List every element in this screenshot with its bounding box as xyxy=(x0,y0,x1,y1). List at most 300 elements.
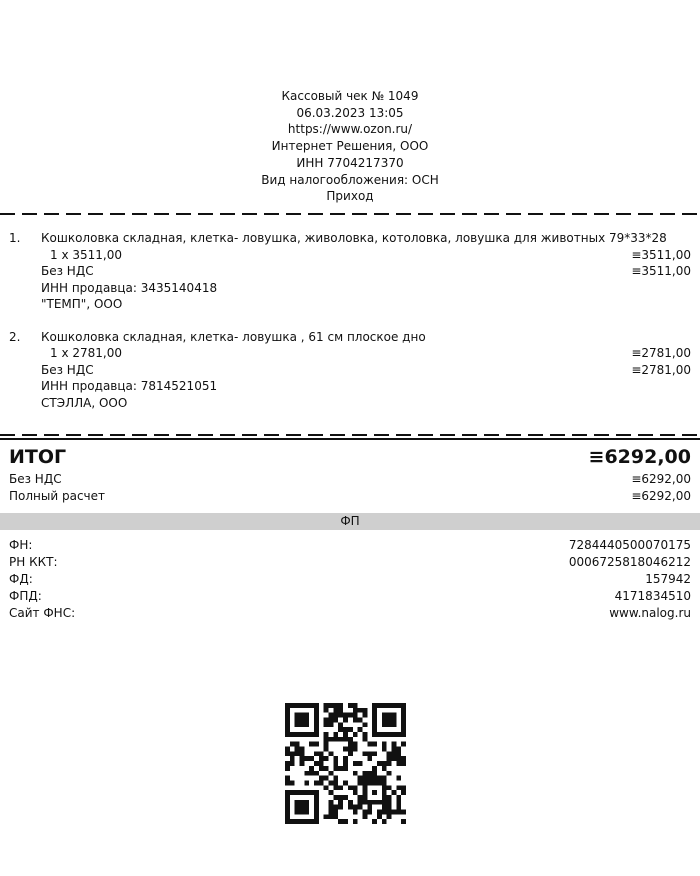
qr-module xyxy=(348,737,353,742)
qr-module xyxy=(362,708,367,713)
qr-module xyxy=(377,776,382,781)
qr-module xyxy=(382,703,387,708)
qr-module xyxy=(329,722,334,727)
qr-module xyxy=(367,751,372,756)
qr-module xyxy=(391,742,396,747)
qr-module xyxy=(377,800,382,805)
qr-module xyxy=(372,780,377,785)
qr-module xyxy=(333,795,338,800)
qr-module xyxy=(300,819,305,824)
qr-module xyxy=(358,800,363,805)
qr-module xyxy=(343,819,348,824)
qr-module xyxy=(353,790,358,795)
fiscal-value: 4171834510 xyxy=(614,589,691,603)
qr-module xyxy=(285,708,290,713)
qr-module xyxy=(391,732,396,737)
qr-module xyxy=(295,747,300,752)
qr-module xyxy=(295,732,300,737)
qr-module xyxy=(285,795,290,800)
qr-module xyxy=(387,814,392,819)
qr-module xyxy=(319,751,324,756)
qr-module xyxy=(343,718,348,723)
qr-module xyxy=(382,761,387,766)
qr-module xyxy=(391,756,396,761)
qr-module xyxy=(382,805,387,810)
qr-module xyxy=(309,732,314,737)
qr-module xyxy=(309,742,314,747)
company-name: Интернет Решения, ООО xyxy=(271,139,429,154)
qr-module xyxy=(309,756,314,761)
qr-module xyxy=(295,800,300,805)
qr-module xyxy=(387,805,392,810)
qr-module xyxy=(324,742,329,747)
qr-module xyxy=(333,713,338,718)
item-name: Кошколовка складная, клетка- ловушка, живоловка, котоловка, ловушка для животных 79*33*28 xyxy=(41,231,667,245)
qr-module xyxy=(333,703,338,708)
total-vat-label: Без НДС xyxy=(9,472,62,486)
qr-module xyxy=(300,747,305,752)
qr-module xyxy=(300,713,305,718)
qr-module xyxy=(304,819,309,824)
qr-module xyxy=(304,805,309,810)
qr-module xyxy=(362,732,367,737)
qr-module xyxy=(372,800,377,805)
payment-value: ≡6292,00 xyxy=(631,489,691,503)
qr-module xyxy=(367,780,372,785)
qr-module xyxy=(295,790,300,795)
qr-module xyxy=(285,732,290,737)
qr-module xyxy=(362,780,367,785)
qr-module xyxy=(377,809,382,814)
item-seller-inn: ИНН продавца: 7814521051 xyxy=(41,379,218,393)
qr-module xyxy=(314,742,319,747)
qr-module xyxy=(329,718,334,723)
qr-module xyxy=(396,795,401,800)
qr-module xyxy=(290,756,295,761)
qr-module xyxy=(295,713,300,718)
qr-module xyxy=(314,703,319,708)
qr-module xyxy=(367,771,372,776)
qr-module xyxy=(285,761,290,766)
fiscal-value: 157942 xyxy=(645,572,691,586)
qr-module xyxy=(362,785,367,790)
qr-module xyxy=(382,742,387,747)
qr-module xyxy=(338,703,343,708)
qr-module xyxy=(382,785,387,790)
qr-module xyxy=(285,809,290,814)
qr-module xyxy=(362,809,367,814)
qr-module xyxy=(300,722,305,727)
qr-module xyxy=(391,809,396,814)
seller-url[interactable]: https://www.ozon.ru/ xyxy=(287,122,413,137)
qr-module xyxy=(329,805,334,810)
qr-module xyxy=(285,780,290,785)
qr-module xyxy=(314,795,319,800)
qr-module xyxy=(343,795,348,800)
qr-module xyxy=(382,713,387,718)
qr-module xyxy=(295,722,300,727)
total-label: ИТОГ xyxy=(9,446,67,468)
qr-module xyxy=(285,819,290,824)
qr-module xyxy=(338,819,343,824)
item-seller-inn: ИНН продавца: 3435140418 xyxy=(41,280,218,295)
qr-module xyxy=(324,747,329,752)
qr-module xyxy=(387,756,392,761)
receipt-header xyxy=(0,88,700,205)
qr-module xyxy=(372,708,377,713)
qr-module xyxy=(290,819,295,824)
qr-module xyxy=(319,776,324,781)
qr-module xyxy=(382,819,387,824)
qr-module xyxy=(353,771,358,776)
fiscal-value: 0006725818046212 xyxy=(568,555,691,569)
qr-module xyxy=(401,703,406,708)
qr-module xyxy=(343,732,348,737)
qr-module xyxy=(358,718,363,723)
fiscal-value: 7284440500070175 xyxy=(568,538,691,552)
qr-module xyxy=(391,713,396,718)
item-seller-name: "ТЕМП", ООО xyxy=(41,297,123,311)
qr-module xyxy=(382,732,387,737)
item-seller-name: СТЭЛЛА, ООО xyxy=(41,395,128,410)
qr-module xyxy=(295,819,300,824)
qr-module xyxy=(333,780,338,785)
qr-module xyxy=(338,737,343,742)
qr-module xyxy=(377,780,382,785)
item-vat-label: Без НДС xyxy=(41,362,94,377)
qr-module xyxy=(285,790,290,795)
qr-module xyxy=(358,780,363,785)
qr-module xyxy=(304,732,309,737)
receipt-datetime: 06.03.2023 13:05 xyxy=(296,105,404,120)
qr-module xyxy=(372,703,377,708)
qr-module xyxy=(362,795,367,800)
qr-module xyxy=(396,800,401,805)
qr-module xyxy=(396,809,401,814)
qr-module xyxy=(333,761,338,766)
qr-module xyxy=(387,732,392,737)
qr-module xyxy=(372,742,377,747)
qr-module xyxy=(362,800,367,805)
qr-module xyxy=(362,737,367,742)
qr-module xyxy=(353,732,358,737)
receipt-title: Кассовый чек № 1049 xyxy=(281,89,419,103)
qr-module xyxy=(372,766,377,771)
qr-module xyxy=(319,780,324,785)
qr-module xyxy=(358,805,363,810)
qr-module xyxy=(367,756,372,761)
qr-module xyxy=(338,722,343,727)
qr-module xyxy=(324,708,329,713)
qr-module xyxy=(329,703,334,708)
qr-module xyxy=(333,732,338,737)
qr-module xyxy=(300,756,305,761)
qr-module xyxy=(290,732,295,737)
qr-module xyxy=(387,809,392,814)
qr-module xyxy=(295,751,300,756)
qr-module xyxy=(387,800,392,805)
qr-module xyxy=(343,713,348,718)
qr-module xyxy=(314,805,319,810)
qr-module xyxy=(324,785,329,790)
qr-module xyxy=(401,732,406,737)
qr-module xyxy=(314,732,319,737)
qr-module xyxy=(372,790,377,795)
qr-module xyxy=(290,742,295,747)
qr-module xyxy=(358,708,363,713)
qr-module xyxy=(329,814,334,819)
qr-module xyxy=(348,751,353,756)
item-qty-price: 1 x 3511,00 xyxy=(50,247,122,262)
total-value: ≡6292,00 xyxy=(588,446,691,468)
qr-module xyxy=(319,756,324,761)
qr-module xyxy=(300,732,305,737)
qr-module xyxy=(304,756,309,761)
qr-module xyxy=(285,800,290,805)
qr-module xyxy=(304,790,309,795)
qr-module xyxy=(290,790,295,795)
qr-module xyxy=(348,727,353,732)
qr-module xyxy=(300,800,305,805)
qr-module xyxy=(295,809,300,814)
qr-module xyxy=(382,766,387,771)
qr-module xyxy=(319,766,324,771)
qr-module xyxy=(372,727,377,732)
qr-module xyxy=(329,780,334,785)
qr-module xyxy=(285,814,290,819)
qr-module xyxy=(387,751,392,756)
qr-module xyxy=(333,766,338,771)
qr-module xyxy=(382,800,387,805)
qr-module xyxy=(358,761,363,766)
qr-module xyxy=(309,771,314,776)
qr-module xyxy=(401,809,406,814)
fiscal-label: РН ККТ: xyxy=(9,555,58,569)
qr-module xyxy=(285,727,290,732)
qr-module xyxy=(382,790,387,795)
qr-module xyxy=(387,722,392,727)
qr-module xyxy=(285,703,290,708)
qr-module xyxy=(362,722,367,727)
qr-module xyxy=(285,747,290,752)
qr-module xyxy=(285,722,290,727)
qr-module xyxy=(391,722,396,727)
qr-module xyxy=(304,800,309,805)
qr-module xyxy=(300,718,305,723)
qr-module xyxy=(343,766,348,771)
qr-module xyxy=(382,747,387,752)
qr-module xyxy=(372,713,377,718)
qr-module xyxy=(314,780,319,785)
qr-module xyxy=(314,722,319,727)
qr-module xyxy=(353,703,358,708)
qr-module xyxy=(314,771,319,776)
qr-module xyxy=(396,703,401,708)
qr-module xyxy=(285,776,290,781)
qr-module xyxy=(324,776,329,781)
qr-module xyxy=(333,737,338,742)
qr-module xyxy=(391,751,396,756)
item-name: Кошколовка складная, клетка- ловушка , 61 см плоское дно xyxy=(41,329,426,344)
qr-module xyxy=(367,805,372,810)
qr-module xyxy=(285,766,290,771)
qr-module xyxy=(304,771,309,776)
qr-module xyxy=(348,785,353,790)
qr-module xyxy=(314,718,319,723)
qr-module xyxy=(348,805,353,810)
qr-module xyxy=(343,737,348,742)
qr-module xyxy=(333,785,338,790)
qr-module xyxy=(333,776,338,781)
qr-module xyxy=(362,790,367,795)
operation-type: Приход xyxy=(326,189,374,204)
qr-module xyxy=(401,756,406,761)
qr-module xyxy=(338,766,343,771)
qr-module xyxy=(295,742,300,747)
qr-module xyxy=(304,713,309,718)
qr-module xyxy=(353,747,358,752)
qr-module xyxy=(295,805,300,810)
qr-module xyxy=(324,722,329,727)
qr-module xyxy=(396,776,401,781)
qr-module xyxy=(338,785,343,790)
qr-module xyxy=(387,761,392,766)
qr-code xyxy=(285,703,406,824)
qr-module xyxy=(401,722,406,727)
qr-module xyxy=(324,703,329,708)
qr-module xyxy=(377,703,382,708)
qr-module xyxy=(401,708,406,713)
qr-module xyxy=(300,805,305,810)
solid-divider xyxy=(0,438,700,440)
qr-module xyxy=(387,795,392,800)
item-vat-amount: ≡2781,00 xyxy=(631,362,691,377)
qr-module xyxy=(290,780,295,785)
qr-module xyxy=(362,713,367,718)
qr-module xyxy=(387,713,392,718)
qr-module xyxy=(362,776,367,781)
qr-module xyxy=(290,761,295,766)
qr-module xyxy=(372,751,377,756)
qr-module xyxy=(387,703,392,708)
qr-module xyxy=(396,785,401,790)
qr-module xyxy=(329,809,334,814)
qr-module xyxy=(314,800,319,805)
list-item xyxy=(0,230,700,313)
qr-module xyxy=(396,756,401,761)
fp-section-header: ФП xyxy=(0,513,700,530)
qr-module xyxy=(353,713,358,718)
qr-module xyxy=(401,727,406,732)
qr-module xyxy=(329,771,334,776)
fiscal-label: Сайт ФНС: xyxy=(9,606,76,620)
qr-module xyxy=(304,718,309,723)
qr-module xyxy=(333,756,338,761)
qr-module xyxy=(367,742,372,747)
qr-module xyxy=(329,790,334,795)
qr-module xyxy=(338,713,343,718)
qr-module xyxy=(333,708,338,713)
qr-module xyxy=(396,751,401,756)
qr-module xyxy=(387,718,392,723)
qr-module xyxy=(343,756,348,761)
item-vat-label: Без НДС xyxy=(41,264,94,278)
fiscal-value[interactable]: www.nalog.ru xyxy=(609,606,691,620)
dashed-divider xyxy=(0,434,700,436)
qr-module xyxy=(309,819,314,824)
qr-module xyxy=(377,761,382,766)
qr-module xyxy=(285,751,290,756)
qr-module xyxy=(382,776,387,781)
qr-module xyxy=(314,814,319,819)
items-list xyxy=(0,230,700,427)
qr-module xyxy=(324,718,329,723)
qr-module xyxy=(396,805,401,810)
qr-module xyxy=(401,819,406,824)
qr-module xyxy=(333,809,338,814)
qr-module xyxy=(285,718,290,723)
qr-module xyxy=(314,761,319,766)
qr-module xyxy=(324,732,329,737)
qr-module xyxy=(377,814,382,819)
qr-module xyxy=(401,790,406,795)
totals-section xyxy=(0,446,700,506)
qr-module xyxy=(401,761,406,766)
item-vat-amount: ≡3511,00 xyxy=(631,264,691,278)
qr-module xyxy=(290,703,295,708)
qr-module xyxy=(401,718,406,723)
qr-module xyxy=(348,800,353,805)
payment-label: Полный расчет xyxy=(9,489,105,503)
qr-module xyxy=(324,756,329,761)
qr-module xyxy=(353,785,358,790)
qr-module xyxy=(387,771,392,776)
qr-module xyxy=(329,751,334,756)
qr-module xyxy=(382,780,387,785)
qr-module xyxy=(285,713,290,718)
qr-module xyxy=(372,819,377,824)
company-inn: ИНН 7704217370 xyxy=(296,155,404,170)
qr-module xyxy=(391,790,396,795)
qr-module xyxy=(338,727,343,732)
qr-module xyxy=(348,713,353,718)
qr-module xyxy=(338,708,343,713)
qr-module xyxy=(314,790,319,795)
qr-module xyxy=(348,742,353,747)
qr-module xyxy=(300,703,305,708)
qr-module xyxy=(338,795,343,800)
qr-module xyxy=(304,780,309,785)
qr-module xyxy=(314,727,319,732)
qr-module xyxy=(329,737,334,742)
qr-module xyxy=(309,766,314,771)
qr-module xyxy=(401,742,406,747)
qr-module xyxy=(391,718,396,723)
qr-module xyxy=(309,790,314,795)
qr-module xyxy=(353,718,358,723)
qr-module xyxy=(353,809,358,814)
qr-module xyxy=(372,776,377,781)
qr-module xyxy=(314,809,319,814)
qr-module xyxy=(372,718,377,723)
qr-module xyxy=(324,814,329,819)
qr-module xyxy=(314,708,319,713)
qr-module xyxy=(295,718,300,723)
qr-module xyxy=(362,751,367,756)
qr-module xyxy=(300,751,305,756)
qr-module xyxy=(309,703,314,708)
qr-module xyxy=(372,732,377,737)
